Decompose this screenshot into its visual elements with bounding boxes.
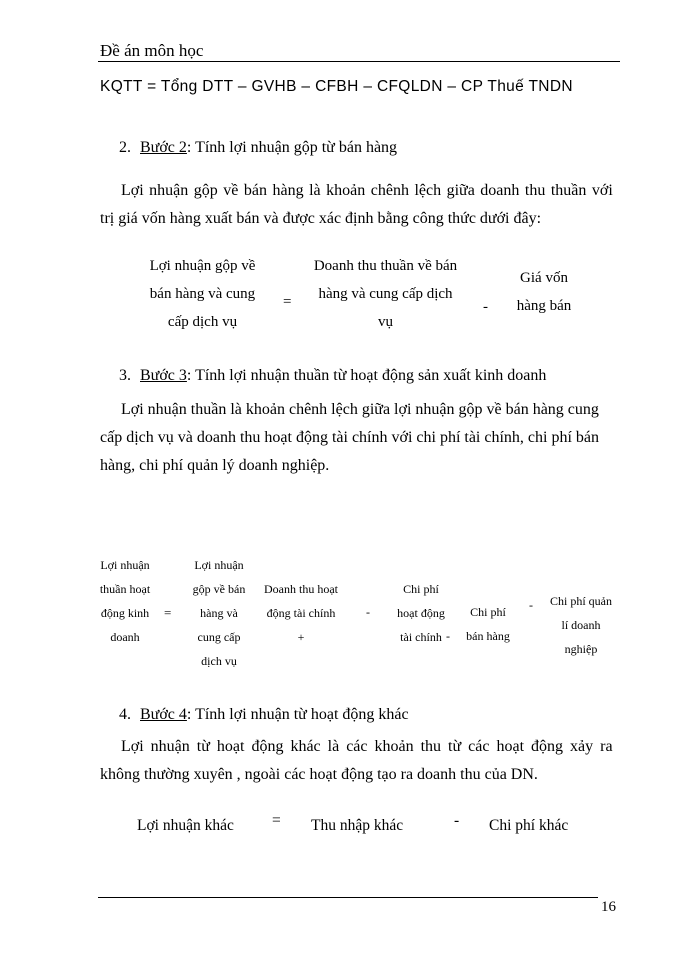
step-2-number: 2. <box>119 139 131 156</box>
page-number: 16 <box>601 899 616 915</box>
step-3-paragraph-line-3: hàng, chi phí quản lý doanh nghiệp. <box>100 457 330 474</box>
step-3-title: : Tính lợi nhuận thuần từ hoạt động sản xuất kinh doanh <box>186 367 547 384</box>
step-3-number: 3. <box>119 367 131 384</box>
net-profit-admin-expense: Chi phí quản lí doanh nghiệp <box>550 594 612 656</box>
net-profit-gross-profit: Lợi nhuận gộp về bán hàng và cung cấp dịch vụ <box>192 558 246 668</box>
net-profit-financial-expense: Chi phí hoạt động tài chính <box>397 582 445 644</box>
step-2-paragraph-line-1: Lợi nhuận gộp về bán hàng là khoản chênh lệch giữa doanh thu thuần với <box>121 182 613 199</box>
net-profit-equals: = <box>164 605 172 620</box>
net-profit-minus-3: - <box>529 598 533 612</box>
other-profit-other-income: Thu nhập khác <box>311 817 404 834</box>
step-4-paragraph-line-1: Lợi nhuận từ hoạt động khác là các khoản thu từ các hoạt động xảy ra <box>121 738 613 755</box>
footer-divider <box>98 897 598 898</box>
other-profit-other-expense: Chi phí khác <box>489 817 569 834</box>
step-3-heading <box>119 367 546 385</box>
step-2-title: : Tính lợi nhuận gộp từ bán hàng <box>186 139 398 156</box>
kqtt-formula: KQTT = Tổng DTT – GVHB – CFBH – CFQLDN – CP Thuế TNDN <box>100 78 573 95</box>
other-profit-minus: - <box>454 812 460 829</box>
other-profit-lhs: Lợi nhuận khác <box>137 817 234 834</box>
step-2-heading <box>119 139 397 157</box>
gross-profit-lhs: Lợi nhuận gộp về bán hàng và cung cấp dịch vụ <box>149 258 256 330</box>
header-divider <box>98 61 620 62</box>
net-profit-minus-2: - <box>446 629 450 643</box>
step-4-paragraph-line-2: không thường xuyên , ngoài các hoạt động tạo ra doanh thu của DN. <box>100 766 538 783</box>
net-profit-lhs: Lợi nhuận thuần hoạt động kinh doanh <box>99 558 151 644</box>
step-4-title: : Tính lợi nhuận từ hoạt động khác <box>186 706 409 723</box>
other-profit-equals: = <box>272 812 281 829</box>
gross-profit-equals: = <box>283 294 292 310</box>
net-profit-minus-1: - <box>366 605 370 619</box>
document-header-title: Đề án môn học <box>100 41 204 60</box>
step-2-paragraph-line-2: trị giá vốn hàng xuất bán và được xác định bằng công thức dưới đây: <box>100 210 542 227</box>
step-3-label: Bước 3 <box>140 367 187 384</box>
gross-profit-minus: - <box>483 299 488 315</box>
net-profit-financial-revenue: Doanh thu hoạt động tài chính + <box>264 582 338 644</box>
gross-profit-net-revenue: Doanh thu thuần về bán hàng và cung cấp dịch vụ <box>313 258 458 330</box>
step-4-number: 4. <box>119 706 131 723</box>
step-4-heading <box>119 706 409 724</box>
net-profit-selling-expense: Chi phí bán hàng <box>466 605 510 643</box>
step-3-paragraph-line-1: Lợi nhuận thuần là khoản chênh lệch giữa lợi nhuận gộp về bán hàng cung <box>121 401 599 418</box>
step-2-label: Bước 2 <box>140 139 187 156</box>
gross-profit-cogs: Giá vốn hàng bán <box>516 270 572 314</box>
step-3-paragraph-line-2: cấp dịch vụ và doanh thu hoạt động tài chính với chi phí tài chính, chi phí bán <box>100 429 600 446</box>
step-4-label: Bước 4 <box>140 706 187 723</box>
